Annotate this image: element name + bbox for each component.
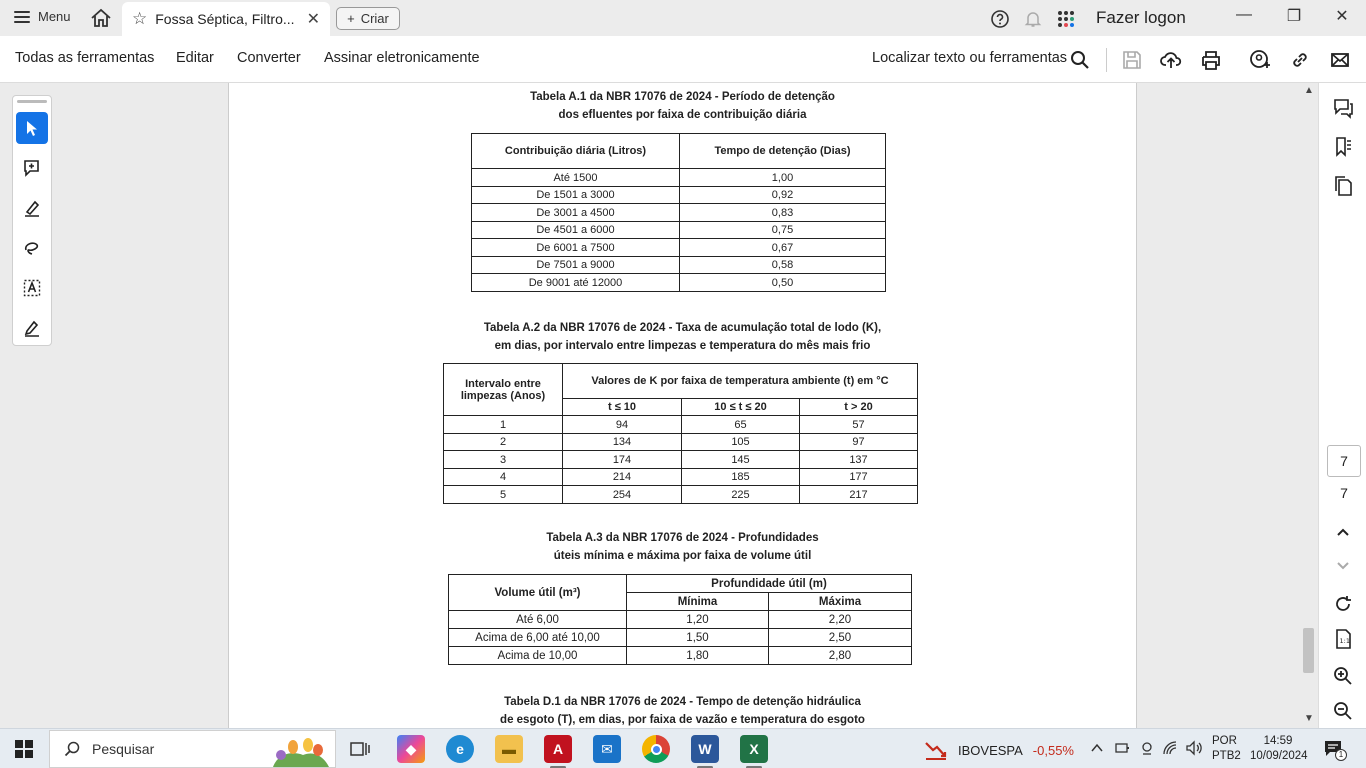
sign-menu[interactable]: Assinar eletronicamente (324, 50, 480, 66)
main-toolbar (0, 36, 1366, 83)
table-a2-interval-line2: limpezas (Anos) (460, 389, 546, 402)
windows-start-icon[interactable] (15, 740, 33, 758)
word-app[interactable] (691, 735, 719, 763)
table-row (472, 222, 886, 239)
language-line2: PTB2 (1212, 750, 1241, 762)
scroll-thumb[interactable] (1303, 628, 1314, 673)
chevron-up-icon[interactable] (1332, 521, 1354, 543)
table-cell: De 7501 a 9000 (472, 257, 680, 274)
total-pages: 7 (1340, 485, 1348, 501)
home-icon[interactable] (90, 8, 112, 28)
table-cell: 4 (444, 469, 563, 486)
svg-text:1:1: 1:1 (1339, 637, 1350, 645)
text-box-icon (22, 278, 42, 298)
table-a2-caption-line1: Tabela A.2 da NBR 17076 de 2024 - Taxa de acumulação total de lodo (K), (483, 322, 882, 334)
highlight-button[interactable] (16, 192, 48, 224)
save-icon[interactable] (1121, 49, 1143, 71)
table-a3-caption-line1: Tabela A.3 da NBR 17076 de 2024 - Profundidades (546, 532, 819, 544)
clock-date: 10/09/2024 (1250, 750, 1308, 762)
search-placeholder: Pesquisar (92, 741, 155, 757)
comment-plus-icon (22, 158, 42, 178)
copilot-app[interactable] (397, 735, 425, 763)
find-tools-search[interactable]: Localizar texto ou ferramentas (872, 50, 1068, 66)
table-cell: 94 (563, 416, 682, 434)
table-a2-caption-line2: em dias, por intervalo entre limpezas e temperatura do mês mais frio (494, 339, 871, 352)
table-cell: 2,80 (769, 647, 912, 665)
bell-icon[interactable] (1023, 9, 1043, 29)
table-cell: 65 (682, 416, 800, 434)
select-tool-button[interactable] (16, 112, 48, 144)
volume-icon[interactable] (1185, 740, 1203, 756)
table-a2-interval-header (444, 364, 563, 416)
word-icon: W (698, 741, 712, 757)
document-tab[interactable] (122, 2, 330, 36)
copilot-icon: ◆ (405, 740, 417, 757)
table-a3-volume-header: Volume útil (m³) (449, 575, 627, 611)
chevron-down-icon[interactable] (1332, 554, 1354, 576)
table-a2-subheader: t ≤ 10 (563, 399, 682, 416)
table-a3-depth-header: Profundidade útil (m) (627, 575, 912, 593)
table-cell: 214 (563, 469, 682, 486)
wifi-icon[interactable] (1162, 740, 1178, 756)
table-a1-header: Contribuição diária (Litros) (472, 134, 680, 169)
document-viewport[interactable] (0, 83, 1318, 728)
table-cell: De 1501 a 3000 (472, 187, 680, 204)
current-page-input[interactable]: 7 (1327, 445, 1361, 477)
table-row (449, 647, 912, 665)
table-cell: 0,83 (680, 204, 886, 222)
table-row (472, 204, 886, 222)
menu-button[interactable] (14, 9, 71, 24)
table-row (444, 469, 918, 486)
table-cell: 145 (682, 451, 800, 469)
table-row (472, 169, 886, 187)
mail-app[interactable] (593, 735, 621, 763)
table-cell: 137 (800, 451, 918, 469)
rail-grip[interactable] (17, 100, 47, 103)
table-cell: 134 (563, 434, 682, 451)
table-cell: Até 6,00 (449, 611, 627, 629)
language-line1: POR (1212, 735, 1237, 747)
table-a1-caption (229, 89, 1136, 124)
fit-page-icon[interactable] (1332, 628, 1354, 650)
title-bar (0, 0, 1366, 36)
create-button[interactable] (336, 7, 400, 30)
search-icon[interactable] (1069, 49, 1091, 71)
pages-panel-icon[interactable] (1332, 175, 1354, 197)
star-icon[interactable]: ☆ (132, 9, 148, 28)
all-tools-menu[interactable]: Todas as ferramentas (15, 50, 155, 66)
table-cell: 0,58 (680, 257, 886, 274)
bookmarks-panel-icon[interactable] (1332, 136, 1354, 158)
table-cell: Acima de 10,00 (449, 647, 627, 665)
rotate-icon[interactable] (1332, 593, 1354, 615)
table-row (444, 451, 918, 469)
table-cell: 177 (800, 469, 918, 486)
ibovespa-value: -0,55% (1032, 742, 1074, 758)
task-view-icon[interactable] (349, 739, 371, 759)
apps-grid-icon[interactable] (1056, 9, 1076, 29)
maximize-button[interactable]: ❐ (1286, 8, 1302, 25)
tab-close-icon[interactable]: ✕ (306, 11, 320, 28)
link-icon[interactable] (1289, 49, 1311, 71)
clock[interactable] (1250, 734, 1306, 764)
highlighter-icon (22, 198, 42, 218)
table-cell: De 4501 a 6000 (472, 222, 680, 239)
notification-count-badge: 1 (1335, 749, 1347, 761)
pen-sign-icon (22, 318, 42, 338)
ibovespa-label: IBOVESPA (958, 742, 1023, 758)
table-cell: 1,20 (627, 611, 769, 629)
table-a2-values-header: Valores de K por faixa de temperatura ambiente (t) em °C (563, 364, 918, 399)
table-row (449, 629, 912, 647)
table-a1-caption-line2: dos efluentes por faixa de contribuição diária (558, 108, 807, 121)
table-cell: 0,92 (680, 187, 886, 204)
table-d1-caption-line2: de esgoto (T), em dias, por faixa de vazão e temperatura do esgoto (500, 713, 865, 726)
table-cell: 225 (682, 486, 800, 504)
cloud-upload-icon[interactable] (1160, 49, 1182, 71)
table-cell: 1 (444, 416, 563, 434)
table-cell: 105 (682, 434, 800, 451)
sign-button[interactable] (16, 312, 48, 344)
table-a3-caption-line2: úteis mínima e máxima por faixa de volume útil (553, 549, 812, 562)
text-box-button[interactable] (16, 272, 48, 304)
right-side-rail (1318, 83, 1366, 728)
table-d1-caption-line1: Tabela D.1 da NBR 17076 de 2024 - Tempo de detenção hidráulica (504, 696, 861, 708)
zoom-out-icon[interactable] (1332, 700, 1354, 722)
table-row (444, 434, 918, 451)
table-a2-interval-line1: Intervalo entre (465, 377, 541, 390)
mail-icon: ✉ (601, 740, 613, 757)
create-label: Criar (360, 11, 389, 26)
search-icon (64, 741, 80, 757)
edge-icon: e (456, 741, 464, 757)
close-window-button[interactable]: ✕ (1335, 8, 1349, 25)
scroll-down-arrow-icon[interactable]: ▼ (1304, 713, 1314, 724)
minimize-button[interactable]: — (1236, 6, 1252, 23)
table-cell: 1,50 (627, 629, 769, 647)
plus-icon: + (347, 11, 355, 26)
acrobat-app[interactable] (544, 735, 572, 763)
table-a3-subheader: Máxima (769, 593, 912, 611)
table-cell: 1,80 (627, 647, 769, 665)
table-a3 (448, 574, 912, 665)
table-cell: 2,20 (769, 611, 912, 629)
table-row (472, 257, 886, 274)
add-comment-button[interactable] (16, 152, 48, 184)
table-cell: De 9001 até 12000 (472, 274, 680, 292)
table-row (444, 486, 918, 504)
table-a3-subheader: Mínima (627, 593, 769, 611)
table-row (472, 239, 886, 257)
table-cell: 97 (800, 434, 918, 451)
table-cell: Acima de 6,00 até 10,00 (449, 629, 627, 647)
vertical-scrollbar[interactable] (1300, 83, 1318, 728)
table-cell: 174 (563, 451, 682, 469)
chrome-icon (651, 744, 662, 755)
language-indicator[interactable] (1212, 734, 1241, 764)
chrome-app[interactable] (642, 735, 670, 763)
cursor-arrow-icon (24, 119, 40, 137)
print-icon[interactable] (1200, 49, 1222, 71)
table-a2-caption (229, 320, 1136, 355)
table-a1-caption-line1: Tabela A.1 da NBR 17076 de 2024 - Período de detenção (530, 91, 835, 103)
table-cell: 57 (800, 416, 918, 434)
quick-tools-rail (12, 95, 52, 346)
freehand-draw-icon (22, 238, 42, 258)
edit-menu[interactable]: Editar (176, 50, 214, 66)
taskbar-search[interactable] (49, 730, 336, 768)
tab-title: Fossa Séptica, Filtro... (155, 11, 295, 27)
excel-app[interactable] (740, 735, 768, 763)
table-a2-subheader: t > 20 (800, 399, 918, 416)
table-a3-caption (229, 530, 1136, 565)
stock-chart-icon (924, 739, 948, 761)
chevron-up-icon[interactable] (1090, 742, 1104, 754)
table-cell: 5 (444, 486, 563, 504)
menu-label: Menu (38, 9, 71, 24)
excel-icon: X (749, 741, 759, 757)
table-cell: Até 1500 (472, 169, 680, 187)
file-explorer-app[interactable] (495, 735, 523, 763)
table-row (472, 187, 886, 204)
table-cell: 0,67 (680, 239, 886, 257)
zoom-in-icon[interactable] (1332, 665, 1354, 687)
notifications-button[interactable] (1323, 739, 1345, 759)
table-cell: 217 (800, 486, 918, 504)
table-cell: De 6001 a 7500 (472, 239, 680, 257)
table-cell: De 3001 a 4500 (472, 204, 680, 222)
table-cell: 254 (563, 486, 682, 504)
clock-time: 14:59 (1263, 735, 1293, 747)
ibovespa-widget[interactable] (924, 739, 1074, 761)
table-a2 (443, 363, 918, 504)
draw-button[interactable] (16, 232, 48, 264)
toolbar-divider (1106, 48, 1107, 72)
camera-icon[interactable] (1139, 740, 1155, 756)
share-user-icon[interactable] (1249, 49, 1271, 71)
table-row (449, 611, 912, 629)
table-a2-subheader: 10 ≤ t ≤ 20 (682, 399, 800, 416)
sign-in-link[interactable]: Fazer logon (1096, 8, 1186, 27)
battery-icon[interactable] (1114, 740, 1130, 756)
table-a1 (471, 133, 886, 292)
edge-app[interactable] (446, 735, 474, 763)
pdf-page (228, 83, 1137, 728)
table-cell: 0,75 (680, 222, 886, 239)
email-icon[interactable] (1329, 49, 1351, 71)
hamburger-icon (14, 11, 30, 23)
table-row (444, 416, 918, 434)
table-cell: 185 (682, 469, 800, 486)
table-cell: 3 (444, 451, 563, 469)
help-icon[interactable] (990, 9, 1010, 29)
scroll-up-arrow-icon[interactable]: ▲ (1304, 85, 1314, 96)
table-d1-caption (229, 694, 1136, 728)
table-a1-header: Tempo de detenção (Dias) (680, 134, 886, 169)
windows-taskbar (0, 728, 1366, 768)
flowers-widget-icon (263, 733, 333, 767)
table-cell: 1,00 (680, 169, 886, 187)
table-row (472, 274, 886, 292)
table-cell: 0,50 (680, 274, 886, 292)
convert-menu[interactable]: Converter (237, 50, 301, 66)
comments-panel-icon[interactable] (1332, 97, 1354, 119)
folder-icon: ▬ (502, 741, 516, 757)
acrobat-icon: A (552, 741, 564, 757)
table-cell: 2 (444, 434, 563, 451)
table-cell: 2,50 (769, 629, 912, 647)
